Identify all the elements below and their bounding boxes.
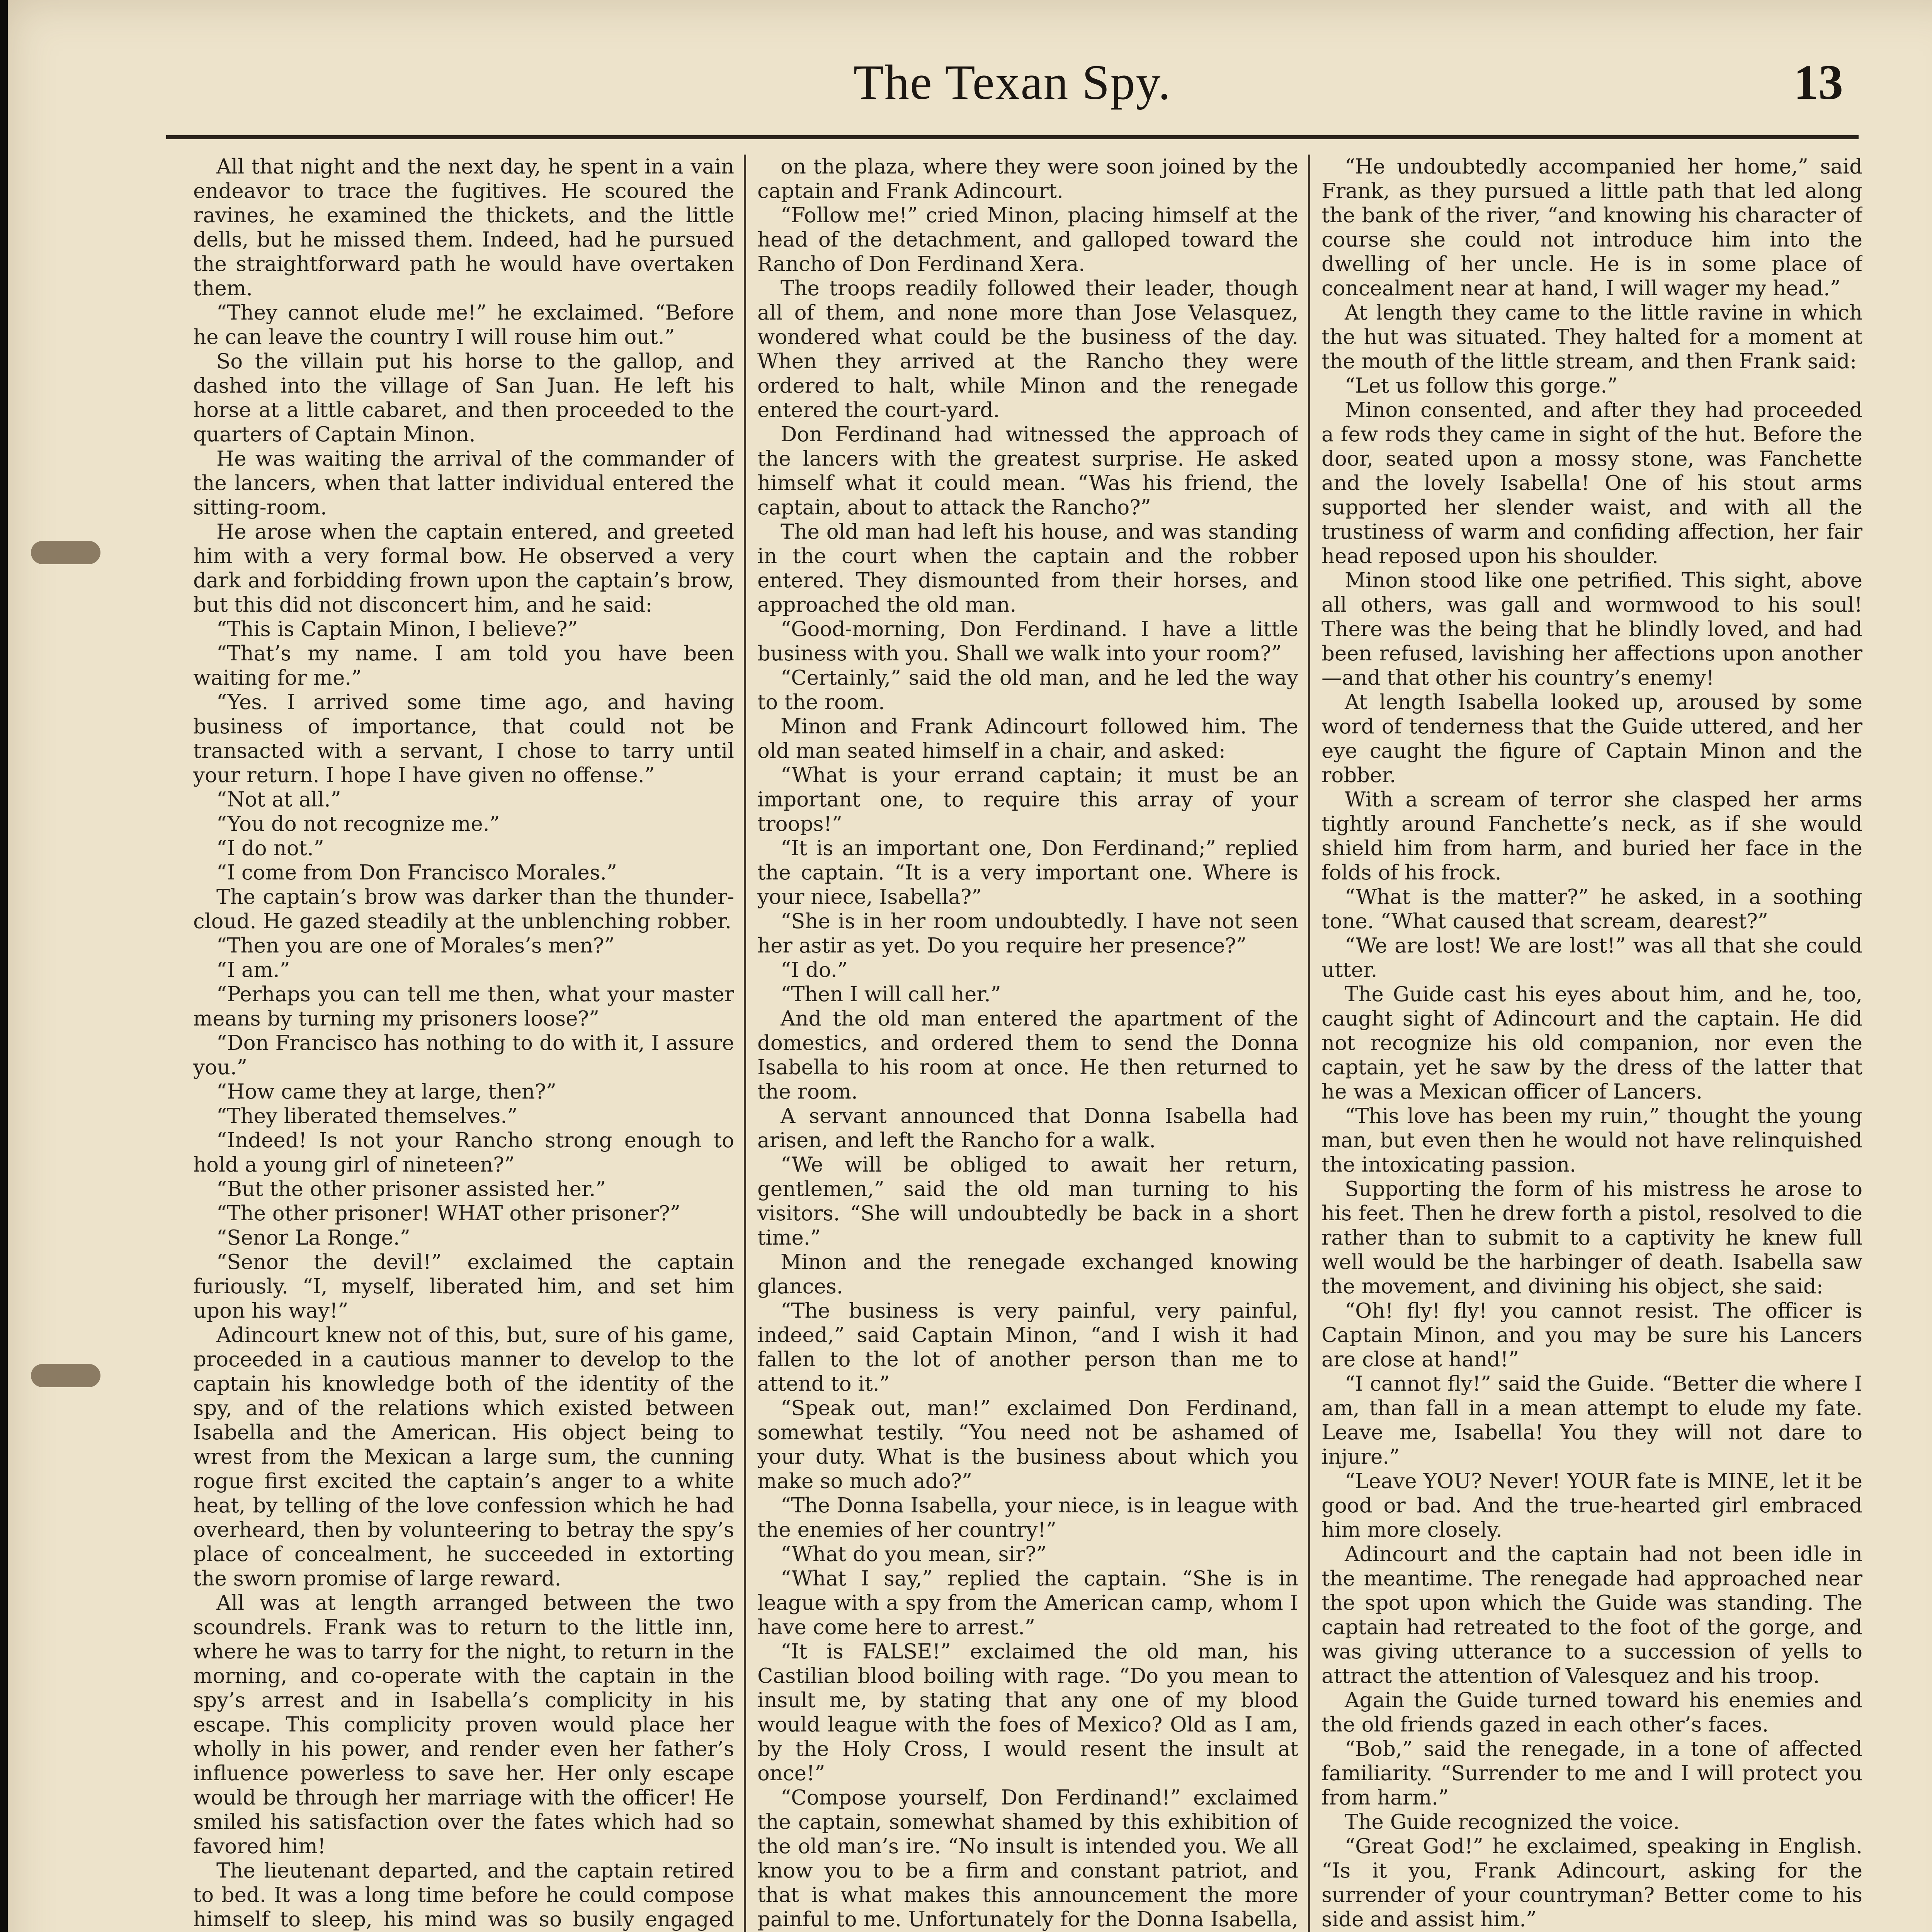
paragraph: The lieutenant departed, and the captain retired to bed. It was a long time before he could compose himself to sleep, his mind was so busily engaged: [193, 1859, 734, 1931]
paragraph: All that night and the next day, he spent in a vain endeavor to trace the fugitives. He scoured the ravines, he examined the thickets, and the little dells, but he missed them. Indeed, had he pursued the straightforward path he would have overtaken them.: [193, 155, 734, 300]
paragraph: “But the other prisoner assisted her.”: [216, 1177, 606, 1201]
paragraph: The captain’s brow was darker than the thunder-cloud. He gazed steadily at the unblenching robber.: [193, 885, 734, 933]
paragraph: Supporting the form of his mistress he arose to his feet. Then he drew forth a pistol, resolved to die rather than to submit to a captivity he knew full well would be the harbinger of death. Isabella saw the movement, and divining his object, she said:: [1321, 1177, 1862, 1298]
paragraph: “I cannot fly!” said the Guide. “Better die where I am, than fall in a mean attempt to elude my fate. Leave me, Isabella! You they will not dare to injure.”: [1321, 1372, 1862, 1469]
paragraph: The Guide cast his eyes about him, and he, too, caught sight of Adincourt and the captain. He did not recognize his old companion, nor even the captain, yet he saw by the dress of the latter that he was a Mexican officer of Lancers.: [1321, 983, 1862, 1104]
paragraph: “I do.”: [781, 958, 848, 982]
paragraph: A servant announced that Donna Isabella had arisen, and left the Rancho for a walk.: [757, 1104, 1298, 1152]
paragraph: “It is FALSE!” exclaimed the old man, his Castilian blood boiling with rage. “Do you mean to insult me, by stating that any one of my blood would league with the foes of Mexico? Old as I am, by the Holy Cross, I would resent the insult at once!”: [757, 1640, 1298, 1785]
paragraph: “Senor La Ronge.”: [216, 1226, 410, 1250]
paragraph: “It is an important one, Don Ferdinand;” replied the captain. “It is a very important one. Where is your niece, Isabella?”: [757, 837, 1298, 909]
paragraph: He was waiting the arrival of the commander of the lancers, when that latter individual entered the sitting-room.: [193, 447, 734, 519]
paragraph: “You do not recognize me.”: [216, 812, 500, 836]
paragraph: “Leave YOU? Never! YOUR fate is MINE, let it be good or bad. And the true-hearted girl embraced him more closely.: [1321, 1469, 1862, 1542]
paragraph: “Oh! fly! fly! you cannot resist. The officer is Captain Minon, and you may be sure his Lancers are close at hand!”: [1321, 1299, 1862, 1371]
paragraph: “What do you mean, sir?”: [781, 1543, 1047, 1566]
paragraph: “Bob,” said the renegade, in a tone of affected familiarity. “Surrender to me and I will protect you from harm.”: [1321, 1737, 1862, 1810]
paragraph: Minon and the renegade exchanged knowing glances.: [757, 1250, 1298, 1298]
paragraph: “Indeed! Is not your Rancho strong enough to hold a young girl of nineteen?”: [193, 1129, 734, 1177]
paragraph: The troops readily followed their leader, though all of them, and none more than Jose Velasquez, wondered what could be the business of the day. When they arrived at the Rancho they were ordered to halt, while Minon and the renegade entered the court-yard.: [757, 277, 1298, 422]
paragraph: “Great God!” he exclaimed, speaking in English. “Is it you, Frank Adincourt, asking for the surrender of your countryman? Better come to his side and assist him.”: [1321, 1835, 1862, 1931]
paragraph: “Let us follow this gorge.”: [1345, 374, 1618, 398]
page-number: 13: [1794, 55, 1843, 110]
binding-mark: [31, 1364, 100, 1387]
paragraph: The old man had left his house, and was standing in the court when the captain and the robber entered. They dismounted from their horses, and approached the old man.: [757, 520, 1298, 617]
paragraph: Minon stood like one petrified. This sight, above all others, was gall and wormwood to his soul! There was the being that he blindly loved, and had been refused, lavishing her affections upon another—and that other his country’s enemy!: [1321, 569, 1862, 690]
page: [8, 0, 1932, 1932]
column-2: [757, 155, 1298, 1932]
paragraph: Don Ferdinand had witnessed the approach of the lancers with the greatest surprise. He asked himself what it could mean. “Was his friend, the captain, about to attack the Rancho?”: [757, 423, 1298, 519]
paragraph: And the old man entered the apartment of the domestics, and ordered them to send the Donna Isabella to his room at once. He then returned to the room.: [757, 1007, 1298, 1104]
paragraph: “Compose yourself, Don Ferdinand!” exclaimed the captain, somewhat shamed by this exhibition of the old man’s ire. “No insult is intended you. We all know you to be a firm and constant patriot, and that is what makes this announcement the more painful to me. Unfortunately for the Donna Isabella,: [757, 1786, 1298, 1931]
paragraph: “The Donna Isabella, your niece, is in league with the enemies of her country!”: [757, 1494, 1298, 1542]
column-1: [193, 155, 734, 1932]
paragraph: “What is your errand captain; it must be an important one, to require this array of your troops!”: [757, 764, 1298, 836]
paragraph: “Then I will call her.”: [781, 983, 1001, 1006]
paragraph: “This love has been my ruin,” thought the young man, but even then he would not have relinquished the intoxicating passion.: [1321, 1104, 1862, 1177]
page-title: The Texan Spy.: [853, 55, 1172, 110]
paragraph: “Don Francisco has nothing to do with it, I assure you.”: [193, 1031, 734, 1079]
paragraph: With a scream of terror she clasped her arms tightly around Fanchette’s neck, as if she would shield him from harm, and buried her face in the folds of his frock.: [1321, 788, 1862, 884]
paragraph: “That’s my name. I am told you have been waiting for me.”: [193, 642, 734, 690]
text-columns: [193, 155, 1862, 1932]
paragraph: “She is in her room undoubtedly. I have not seen her astir as yet. Do you require her presence?”: [757, 910, 1298, 957]
paragraph: “Not at all.”: [216, 788, 341, 811]
paragraph: “Yes. I arrived some time ago, and having business of importance, that could not be transacted with a servant, I chose to tarry until your return. I hope I have given no offense.”: [193, 690, 734, 787]
paragraph: “Good-morning, Don Ferdinand. I have a little business with you. Shall we walk into your room?”: [757, 617, 1298, 665]
paragraph: Adincourt knew not of this, but, sure of his game, proceeded in a cautious manner to develop to the captain his knowledge both of the identity of the spy, and of the relations which existed between Isabella and the American. His object being to wrest from the Mexican a large sum, the cunning rogue first excited the captain’s anger to a white heat, by telling of the love confession which he had overheard, then by volunteering to betray the spy’s place of concealment, he succeeded in extorting the sworn promise of large reward.: [193, 1323, 734, 1590]
paragraph: The Guide recognized the voice.: [1345, 1810, 1680, 1834]
column-divider: [744, 155, 746, 1932]
paragraph: “We are lost! We are lost!” was all that she could utter.: [1321, 934, 1862, 982]
header-rule: [166, 135, 1859, 139]
paragraph: “The business is very painful, very painful, indeed,” said Captain Minon, “and I wish it had fallen to the lot of another person than me to attend to it.”: [757, 1299, 1298, 1396]
paragraph: “I do not.”: [216, 837, 324, 860]
paragraph: “How came they at large, then?”: [216, 1080, 556, 1104]
paragraph: “This is Captain Minon, I believe?”: [216, 617, 578, 641]
paragraph: “The other prisoner! WHAT other prisoner?”: [216, 1202, 680, 1225]
paragraph: “I come from Don Francisco Morales.”: [216, 861, 617, 884]
paragraph: All was at length arranged between the two scoundrels. Frank was to return to the little inn, where he was to tarry for the night, to return in the morning, and co-operate with the captain in the spy’s arrest and in Isabella’s complicity in his escape. This complicity proven would place her wholly in his power, and render even her father’s influence powerless to save her. Her only escape would be through her marriage with the officer! He smiled his satisfaction over the fates which had so favored him!: [193, 1591, 734, 1858]
paragraph: He arose when the captain entered, and greeted him with a very formal bow. He observed a very dark and forbidding frown upon the captain’s brow, but this did not disconcert him, and he said:: [193, 520, 734, 617]
paragraph: Minon consented, and after they had proceeded a few rods they came in sight of the hut. Before the door, seated upon a mossy stone, was Fanchette and the lovely Isabella! One of his stout arms supported her slender waist, and with all the trustiness of warm and confiding affection, her fair head reposed upon his shoulder.: [1321, 398, 1862, 568]
paragraph: “He undoubtedly accompanied her home,” said Frank, as they pursued a little path that led along the bank of the river, “and knowing his character of course she could not introduce him into the dwelling of her uncle. He is in some place of concealment near at hand, I will wager my head.”: [1321, 155, 1862, 300]
paragraph: “They liberated themselves.”: [216, 1104, 518, 1128]
paragraph: Minon and Frank Adincourt followed him. The old man seated himself in a chair, and asked:: [757, 715, 1298, 763]
paragraph: on the plaza, where they were soon joined by the captain and Frank Adincourt.: [757, 155, 1298, 203]
column-divider: [1308, 155, 1310, 1932]
paragraph: “Follow me!” cried Minon, placing himself at the head of the detachment, and galloped toward the Rancho of Don Ferdinand Xera.: [757, 204, 1298, 276]
paragraph: “Certainly,” said the old man, and he led the way to the room.: [757, 666, 1298, 714]
binding-mark: [31, 541, 100, 564]
paragraph: “What is the matter?” he asked, in a soothing tone. “What caused that scream, dearest?”: [1321, 885, 1862, 933]
paragraph: “I am.”: [216, 958, 290, 982]
paragraph: So the villain put his horse to the gallop, and dashed into the village of San Juan. He left his horse at a little cabaret, and then proceeded to the quarters of Captain Minon.: [193, 350, 734, 446]
paragraph: At length Isabella looked up, aroused by some word of tenderness that the Guide uttered, and her eye caught the figure of Captain Minon and the robber.: [1321, 690, 1862, 787]
paragraph: Adincourt and the captain had not been idle in the meantime. The renegade had approached near the spot upon which the Guide was standing. The captain had retreated to the foot of the gorge, and was giving utterance to a succession of yells to attract the attention of Valesquez and his troop.: [1321, 1543, 1862, 1688]
paragraph: “Then you are one of Morales’s men?”: [216, 934, 615, 957]
page-header: [166, 31, 1859, 147]
paragraph: “What I say,” replied the captain. “She is in league with a spy from the American camp, whom I have come here to arrest.”: [757, 1567, 1298, 1639]
column-3: [1321, 155, 1862, 1932]
paragraph: Again the Guide turned toward his enemies and the old friends gazed in each other’s faces.: [1321, 1689, 1862, 1736]
paragraph: “Speak out, man!” exclaimed Don Ferdinand, somewhat testily. “You need not be ashamed of your duty. What is the business about which you make so much ado?”: [757, 1396, 1298, 1493]
paragraph: At length they came to the little ravine in which the hut was situated. They halted for a moment at the mouth of the little stream, and then Frank said:: [1321, 301, 1862, 373]
paragraph: “We will be obliged to await her return, gentlemen,” said the old man turning to his visitors. “She will undoubtedly be back in a short time.”: [757, 1153, 1298, 1250]
paragraph: “They cannot elude me!” he exclaimed. “Before he can leave the country I will rouse him out.”: [193, 301, 734, 349]
paragraph: “Senor the devil!” exclaimed the captain furiously. “I, myself, liberated him, and set him upon his way!”: [193, 1250, 734, 1323]
paragraph: “Perhaps you can tell me then, what your master means by turning my prisoners loose?”: [193, 983, 734, 1031]
